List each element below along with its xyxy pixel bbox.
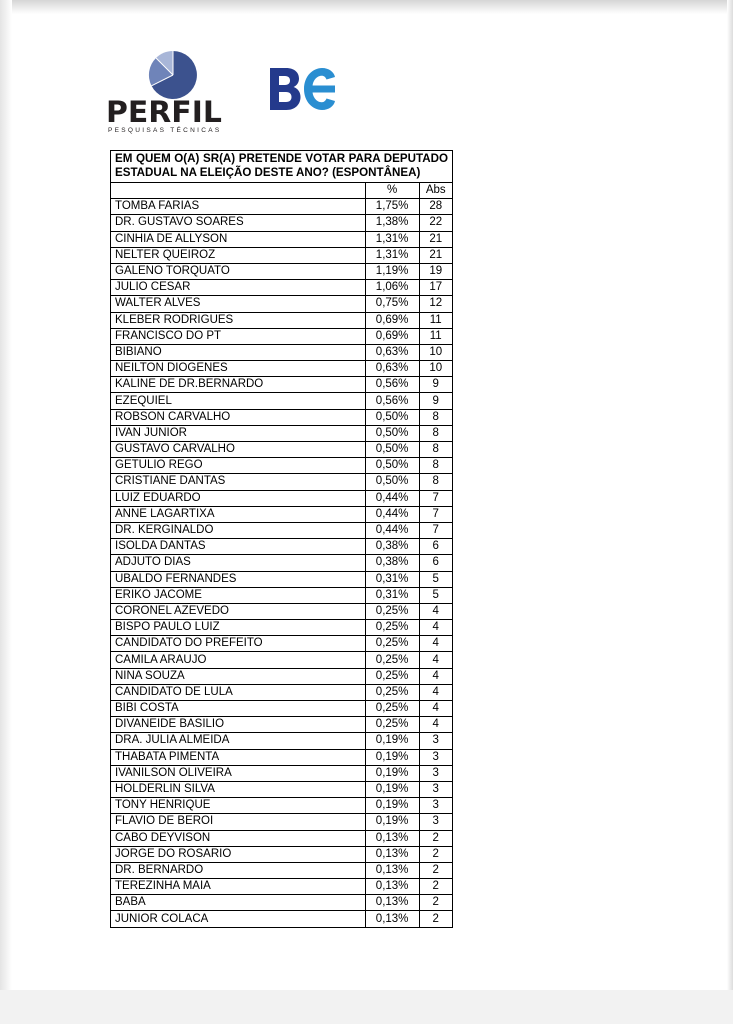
candidate-name: THABATA PIMENTA: [111, 749, 366, 765]
candidate-name: WALTER ALVES: [111, 296, 366, 312]
percentage-cell: 0,63%: [365, 361, 419, 377]
table-row: [111, 684, 453, 700]
column-header-row: [111, 183, 453, 199]
candidate-name: FLAVIO DE BEROI: [111, 814, 366, 830]
table-row: [111, 409, 453, 425]
table-row: [111, 895, 453, 911]
candidate-name: CINHIA DE ALLYSON: [111, 231, 366, 247]
absolute-count-cell: 9: [419, 377, 453, 393]
table-row: [111, 620, 453, 636]
candidate-name: ROBSON CARVALHO: [111, 409, 366, 425]
percentage-cell: 0,69%: [365, 312, 419, 328]
results-table: [110, 150, 453, 928]
header-abs: Abs: [419, 183, 453, 199]
percentage-cell: 0,44%: [365, 522, 419, 538]
percentage-cell: 0,25%: [365, 620, 419, 636]
candidate-name: CRISTIANE DANTAS: [111, 474, 366, 490]
absolute-count-cell: 4: [419, 668, 453, 684]
percentage-cell: 0,13%: [365, 911, 419, 927]
table-row: [111, 522, 453, 538]
absolute-count-cell: 8: [419, 474, 453, 490]
percentage-cell: 0,56%: [365, 393, 419, 409]
percentage-cell: 1,31%: [365, 231, 419, 247]
absolute-count-cell: 8: [419, 425, 453, 441]
percentage-cell: 0,13%: [365, 846, 419, 862]
candidate-name: KALINE DE DR.BERNARDO: [111, 377, 366, 393]
table-row: [111, 717, 453, 733]
absolute-count-cell: 9: [419, 393, 453, 409]
question-row: [111, 151, 453, 183]
page-shadow-right: [727, 0, 733, 1024]
candidate-name: EZEQUIEL: [111, 393, 366, 409]
candidate-name: ADJUTO DIAS: [111, 555, 366, 571]
candidate-name: CAMILA ARAUJO: [111, 652, 366, 668]
absolute-count-cell: 2: [419, 862, 453, 878]
absolute-count-cell: 4: [419, 717, 453, 733]
candidate-name: NINA SOUZA: [111, 668, 366, 684]
absolute-count-cell: 2: [419, 911, 453, 927]
percentage-cell: 0,13%: [365, 879, 419, 895]
page-shadow-top: [0, 0, 733, 14]
table-row: [111, 490, 453, 506]
percentage-cell: 0,19%: [365, 781, 419, 797]
candidate-name: ERIKO JACOME: [111, 587, 366, 603]
table-row: [111, 425, 453, 441]
candidate-name: UBALDO FERNANDES: [111, 571, 366, 587]
absolute-count-cell: 8: [419, 409, 453, 425]
percentage-cell: 0,38%: [365, 555, 419, 571]
candidate-name: CANDIDATO DO PREFEITO: [111, 636, 366, 652]
table-row: [111, 846, 453, 862]
candidate-name: DR. GUSTAVO SOARES: [111, 215, 366, 231]
percentage-cell: 0,44%: [365, 490, 419, 506]
absolute-count-cell: 10: [419, 344, 453, 360]
table-row: [111, 458, 453, 474]
absolute-count-cell: 21: [419, 247, 453, 263]
absolute-count-cell: 3: [419, 781, 453, 797]
table-row: [111, 587, 453, 603]
header-blank-cell: [111, 183, 366, 199]
percentage-cell: 0,19%: [365, 733, 419, 749]
percentage-cell: 1,06%: [365, 280, 419, 296]
candidate-name: ANNE LAGARTIXA: [111, 506, 366, 522]
candidate-name: CABO DEYVISON: [111, 830, 366, 846]
table-row: [111, 280, 453, 296]
absolute-count-cell: 2: [419, 830, 453, 846]
percentage-cell: 0,25%: [365, 668, 419, 684]
absolute-count-cell: 8: [419, 458, 453, 474]
percentage-cell: 0,25%: [365, 652, 419, 668]
percentage-cell: 0,25%: [365, 684, 419, 700]
percentage-cell: 0,44%: [365, 506, 419, 522]
absolute-count-cell: 28: [419, 199, 453, 215]
table-row: [111, 344, 453, 360]
absolute-count-cell: 8: [419, 442, 453, 458]
header-pct: %: [365, 183, 419, 199]
table-row: [111, 911, 453, 927]
table-row: [111, 199, 453, 215]
percentage-cell: 0,56%: [365, 377, 419, 393]
percentage-cell: 0,69%: [365, 328, 419, 344]
page-shadow-bottom: [0, 990, 733, 1024]
be-logo-icon: [268, 66, 336, 112]
candidate-name: NELTER QUEIROZ: [111, 247, 366, 263]
table-row: [111, 814, 453, 830]
candidate-name: FRANCISCO DO PT: [111, 328, 366, 344]
percentage-cell: 0,13%: [365, 862, 419, 878]
table-row: [111, 393, 453, 409]
percentage-cell: 0,19%: [365, 765, 419, 781]
perfil-brand-name: PERFIL: [106, 95, 222, 129]
absolute-count-cell: 4: [419, 652, 453, 668]
table-row: [111, 571, 453, 587]
absolute-count-cell: 7: [419, 522, 453, 538]
absolute-count-cell: 2: [419, 879, 453, 895]
table-row: [111, 328, 453, 344]
candidate-name: DIVANEIDE BASILIO: [111, 717, 366, 733]
table-row: [111, 798, 453, 814]
percentage-cell: 0,25%: [365, 603, 419, 619]
absolute-count-cell: 3: [419, 733, 453, 749]
candidate-name: NEILTON DIOGENES: [111, 361, 366, 377]
candidate-name: BABA: [111, 895, 366, 911]
table-row: [111, 474, 453, 490]
table-row: [111, 765, 453, 781]
table-row: [111, 506, 453, 522]
pie-chart-icon: [148, 50, 198, 100]
absolute-count-cell: 17: [419, 280, 453, 296]
table-row: [111, 652, 453, 668]
candidate-name: HOLDERLIN SILVA: [111, 781, 366, 797]
absolute-count-cell: 11: [419, 328, 453, 344]
table-row: [111, 361, 453, 377]
absolute-count-cell: 4: [419, 603, 453, 619]
table-row: [111, 701, 453, 717]
percentage-cell: 0,25%: [365, 636, 419, 652]
percentage-cell: 1,38%: [365, 215, 419, 231]
candidate-name: TOMBA FARIAS: [111, 199, 366, 215]
absolute-count-cell: 2: [419, 846, 453, 862]
table-row: [111, 442, 453, 458]
absolute-count-cell: 11: [419, 312, 453, 328]
percentage-cell: 0,50%: [365, 442, 419, 458]
percentage-cell: 0,63%: [365, 344, 419, 360]
percentage-cell: 0,19%: [365, 798, 419, 814]
absolute-count-cell: 4: [419, 636, 453, 652]
table-row: [111, 879, 453, 895]
table-row: [111, 539, 453, 555]
percentage-cell: 0,50%: [365, 409, 419, 425]
absolute-count-cell: 3: [419, 814, 453, 830]
percentage-cell: 0,50%: [365, 458, 419, 474]
percentage-cell: 0,19%: [365, 749, 419, 765]
table-row: [111, 247, 453, 263]
perfil-logo: [106, 50, 244, 136]
candidate-name: BIBIANO: [111, 344, 366, 360]
absolute-count-cell: 6: [419, 539, 453, 555]
candidate-name: DR. BERNARDO: [111, 862, 366, 878]
absolute-count-cell: 4: [419, 620, 453, 636]
table-row: [111, 636, 453, 652]
candidate-name: LUIZ EDUARDO: [111, 490, 366, 506]
candidate-name: IVANILSON OLIVEIRA: [111, 765, 366, 781]
percentage-cell: 0,50%: [365, 425, 419, 441]
candidate-name: TONY HENRIQUE: [111, 798, 366, 814]
percentage-cell: 0,25%: [365, 701, 419, 717]
percentage-cell: 0,31%: [365, 571, 419, 587]
candidate-name: JORGE DO ROSARIO: [111, 846, 366, 862]
candidate-name: DR. KERGINALDO: [111, 522, 366, 538]
absolute-count-cell: 4: [419, 701, 453, 717]
page-shadow-left: [0, 0, 12, 1024]
question-text: EM QUEM O(A) SR(A) PRETENDE VOTAR PARA DEPUTADO ESTADUAL NA ELEIÇÃO DESTE ANO? (ESPONTÂNEA): [111, 151, 453, 183]
table-row: [111, 215, 453, 231]
table-row: [111, 296, 453, 312]
absolute-count-cell: 4: [419, 684, 453, 700]
candidate-name: JULIO CESAR: [111, 280, 366, 296]
table-row: [111, 377, 453, 393]
table-row: [111, 830, 453, 846]
absolute-count-cell: 19: [419, 263, 453, 279]
table-row: [111, 312, 453, 328]
candidate-name: CORONEL AZEVEDO: [111, 603, 366, 619]
absolute-count-cell: 3: [419, 765, 453, 781]
absolute-count-cell: 3: [419, 749, 453, 765]
candidate-name: GUSTAVO CARVALHO: [111, 442, 366, 458]
candidate-name: ISOLDA DANTAS: [111, 539, 366, 555]
percentage-cell: 0,13%: [365, 830, 419, 846]
percentage-cell: 1,19%: [365, 263, 419, 279]
candidate-name: CANDIDATO DE LULA: [111, 684, 366, 700]
absolute-count-cell: 12: [419, 296, 453, 312]
candidate-name: GETULIO REGO: [111, 458, 366, 474]
candidate-name: DRA. JULIA ALMEIDA: [111, 733, 366, 749]
absolute-count-cell: 5: [419, 571, 453, 587]
absolute-count-cell: 2: [419, 895, 453, 911]
table-row: [111, 231, 453, 247]
table-row: [111, 668, 453, 684]
candidate-name: BISPO PAULO LUIZ: [111, 620, 366, 636]
percentage-cell: 0,50%: [365, 474, 419, 490]
perfil-tagline: PESQUISAS TÉCNICAS: [108, 127, 222, 134]
percentage-cell: 0,19%: [365, 814, 419, 830]
candidate-name: BIBI COSTA: [111, 701, 366, 717]
table-row: [111, 862, 453, 878]
table-row: [111, 263, 453, 279]
percentage-cell: 1,31%: [365, 247, 419, 263]
absolute-count-cell: 7: [419, 490, 453, 506]
percentage-cell: 1,75%: [365, 199, 419, 215]
percentage-cell: 0,25%: [365, 717, 419, 733]
table-row: [111, 603, 453, 619]
absolute-count-cell: 7: [419, 506, 453, 522]
absolute-count-cell: 22: [419, 215, 453, 231]
table-row: [111, 733, 453, 749]
absolute-count-cell: 3: [419, 798, 453, 814]
candidate-name: KLEBER RODRIGUES: [111, 312, 366, 328]
percentage-cell: 0,38%: [365, 539, 419, 555]
candidate-name: GALENO TORQUATO: [111, 263, 366, 279]
absolute-count-cell: 5: [419, 587, 453, 603]
table-row: [111, 781, 453, 797]
table-row: [111, 555, 453, 571]
percentage-cell: 0,13%: [365, 895, 419, 911]
absolute-count-cell: 21: [419, 231, 453, 247]
table-row: [111, 749, 453, 765]
absolute-count-cell: 6: [419, 555, 453, 571]
percentage-cell: 0,31%: [365, 587, 419, 603]
candidate-name: IVAN JUNIOR: [111, 425, 366, 441]
candidate-name: TEREZINHA MAIA: [111, 879, 366, 895]
candidate-name: JUNIOR COLACA: [111, 911, 366, 927]
percentage-cell: 0,75%: [365, 296, 419, 312]
absolute-count-cell: 10: [419, 361, 453, 377]
